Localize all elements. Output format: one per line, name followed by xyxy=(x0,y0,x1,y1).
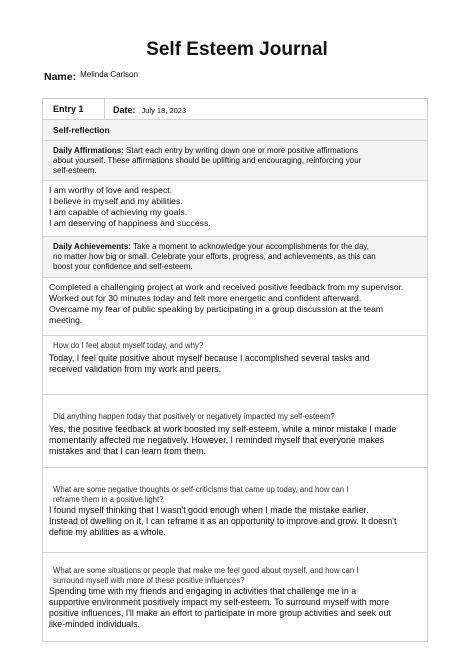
achievement-line: Worked out for 30 minutes today and felt more energetic and confident afterward. xyxy=(49,293,362,303)
achievements-prompt-line: boost your confidence and self-esteem. xyxy=(53,262,193,271)
question-text: Did anything happen today that positively or negatively impacted my self-esteem? xyxy=(53,412,335,421)
entry-date xyxy=(105,99,186,119)
question-text: surround myself with more of these positive influences? xyxy=(53,576,245,585)
affirmation-line: I am deserving of happiness and success. xyxy=(49,218,211,228)
affirmations-response xyxy=(43,181,427,236)
question-text: What are some negative thoughts or self-criticisms that came up today, and how can I xyxy=(53,485,349,494)
answer-line: received validation from my work and peers. xyxy=(49,364,222,374)
answer-line: mistakes and that I can learn from them. xyxy=(49,446,206,456)
answer-line: supportive environment positively impact my self-esteem. To surround myself with more xyxy=(49,597,390,607)
affirmation-line: I am worthy of love and respect. xyxy=(49,185,173,195)
achievement-line: meeting. xyxy=(49,315,83,325)
affirmations-prompt-line: about yourself. These affirmations should be uplifting and encouraging, reinforcing your xyxy=(53,156,362,165)
answer-line: I found myself thinking that I wasn't good enough when I made the mistake earlier. xyxy=(49,505,369,515)
achievement-line: Overcame my fear of public speaking by participating in a group discussion at the team xyxy=(49,304,384,314)
answer-line: Instead of dwelling on it, I can reframe it as an opportunity to improve and grow. It doesn't xyxy=(49,516,397,526)
achievements-prompt-line: no matter how big or small. Celebrate your efforts, progress, and achievements, as this can xyxy=(53,252,376,261)
question-text: What are some situations or people that make me feel good about myself, and how can I xyxy=(53,566,359,575)
date-value: July 18, 2023 xyxy=(141,106,187,115)
affirmations-heading: Daily Affirmations: xyxy=(53,146,124,155)
achievements-response xyxy=(43,278,427,335)
affirmation-line: I believe in myself and my abilities. xyxy=(49,196,183,206)
name-label: Name: xyxy=(44,71,77,83)
achievements-heading: Daily Achievements: xyxy=(53,242,131,251)
affirmations-prompt xyxy=(43,141,427,180)
question-block xyxy=(43,336,427,394)
answer-line: Today, I feel quite positive about myself because I accomplished several tasks and xyxy=(49,353,370,363)
achievement-line: Completed a challenging project at work and received positive feedback from my supervisor. xyxy=(49,282,404,292)
question-block xyxy=(43,553,427,641)
page-title: Self Esteem Journal xyxy=(146,39,328,60)
answer-line: define my abilities as a whole. xyxy=(49,527,166,537)
self-reflection-header xyxy=(43,120,427,140)
name-value: Melinda Carlson xyxy=(80,70,138,79)
question-text: How do I feel about myself today, and why? xyxy=(53,341,204,350)
answer-line: Yes, the positive feedback at work boosted my self-esteem, while a minor mistake I made xyxy=(49,424,397,434)
name-row xyxy=(44,69,138,83)
question-block xyxy=(43,468,427,552)
date-label: Date: xyxy=(113,105,136,115)
entry-header-row xyxy=(43,99,427,119)
question-text: reframe them in a positive light? xyxy=(53,495,164,504)
question-block xyxy=(43,395,427,467)
self-reflection-label: Self-reflection xyxy=(53,125,110,135)
affirmation-line: I am capable of achieving my goals. xyxy=(49,207,188,217)
answer-line: momentarily affected me negatively. However, I reminded myself that everyone makes xyxy=(49,435,385,445)
entry-number: Entry 1 xyxy=(43,99,105,119)
achievements-prompt xyxy=(43,237,427,277)
achievements-prompt-line: Take a moment to acknowledge your accomplishments for the day, xyxy=(130,242,370,251)
affirmations-prompt-line: Start each entry by writing down one or more positive affirmations xyxy=(123,146,359,155)
journal-entry-card xyxy=(42,98,428,642)
answer-line: like-minded individuals. xyxy=(49,619,140,629)
affirmations-prompt-line: self-esteem. xyxy=(53,166,97,175)
answer-line: Spending time with my friends and engaging in activities that challenge me in a xyxy=(49,586,357,596)
answer-line: positive influences, I'll make an effort to participate in more group activities and seek out xyxy=(49,608,391,618)
